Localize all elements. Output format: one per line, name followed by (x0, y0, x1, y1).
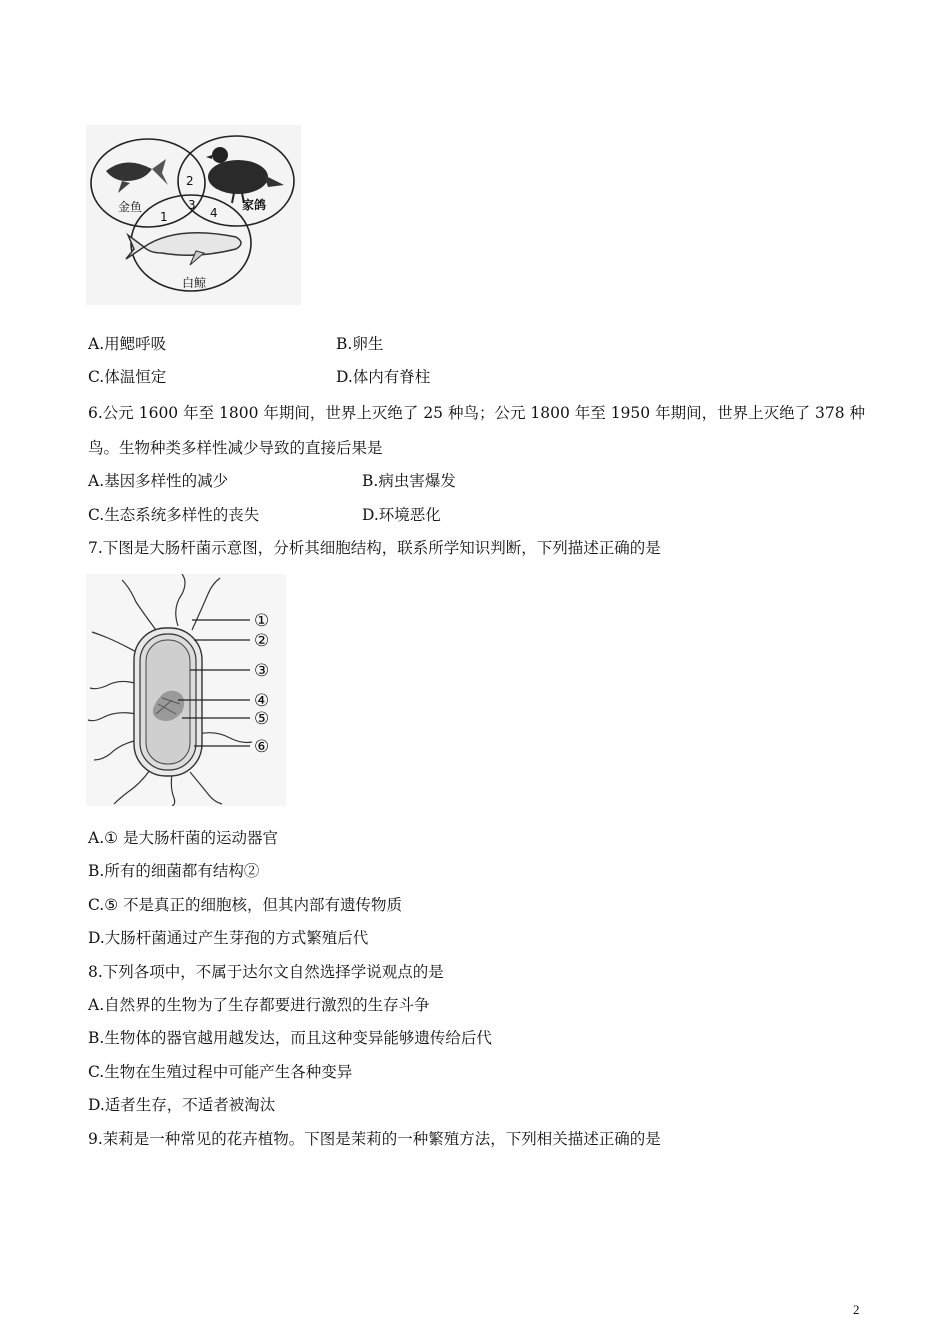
q5-option-d: D.体内有脊柱 (336, 368, 431, 386)
q6-option-a: A.基因多样性的减少 (88, 472, 229, 490)
venn-diagram-figure (86, 125, 301, 305)
label-1: ① (254, 611, 270, 631)
q7-option-c: C.⑤ 不是真正的细胞核，但其内部有遗传物质 (88, 896, 403, 914)
region-4: 4 (210, 206, 218, 220)
label-6: ⑥ (254, 737, 270, 757)
q6-stem-line2: 鸟。生物种类多样性减少导致的直接后果是 (88, 439, 383, 457)
q6-stem-line1: 6.公元 1600 年至 1800 年期间，世界上灭绝了 25 种鸟；公元 1800 年至 1950 年期间，世界上灭绝了 378 种 (88, 404, 866, 422)
label-3: ③ (254, 661, 270, 681)
q7-stem: 7.下图是大肠杆菌示意图，分析其细胞结构，联系所学知识判断，下列描述正确的是 (88, 539, 661, 557)
label-4: ④ (254, 691, 270, 711)
page-number: 2 (853, 1302, 860, 1317)
label-2: ② (254, 631, 270, 651)
label-goldfish: 金鱼 (118, 200, 143, 214)
q6-option-c: C.生态系统多样性的丧失 (88, 506, 260, 524)
q6-option-d: D.环境恶化 (362, 506, 441, 524)
region-1: 1 (160, 210, 168, 224)
q8-option-d: D.适者生存，不适者被淘汰 (88, 1096, 276, 1114)
q6-option-b: B.病虫害爆发 (362, 472, 456, 490)
q5-option-a: A.用鳃呼吸 (88, 335, 167, 353)
region-2: 2 (186, 174, 194, 188)
q8-option-b: B.生物体的器官越用越发达，而且这种变异能够遗传给后代 (88, 1029, 492, 1047)
q5-option-c: C.体温恒定 (88, 368, 167, 386)
q7-option-a: A.① 是大肠杆菌的运动器官 (88, 829, 278, 847)
q7-option-d: D.大肠杆菌通过产生芽孢的方式繁殖后代 (88, 929, 369, 947)
ecoli-diagram-figure (86, 574, 286, 806)
q8-stem: 8.下列各项中，不属于达尔文自然选择学说观点的是 (88, 963, 444, 981)
q5-option-b: B.卵生 (336, 335, 384, 353)
q7-option-b: B.所有的细菌都有结构② (88, 862, 260, 880)
q9-stem: 9.茉莉是一种常见的花卉植物。下图是茉莉的一种繁殖方法，下列相关描述正确的是 (88, 1130, 661, 1148)
label-pigeon: 家鸽 (242, 198, 267, 212)
q8-option-c: C.生物在生殖过程中可能产生各种变异 (88, 1063, 353, 1081)
label-5: ⑤ (254, 709, 270, 729)
q8-option-a: A.自然界的生物为了生存都要进行激烈的生存斗争 (88, 996, 430, 1014)
label-whale: 白鲸 (182, 276, 207, 290)
region-3: 3 (188, 198, 196, 212)
